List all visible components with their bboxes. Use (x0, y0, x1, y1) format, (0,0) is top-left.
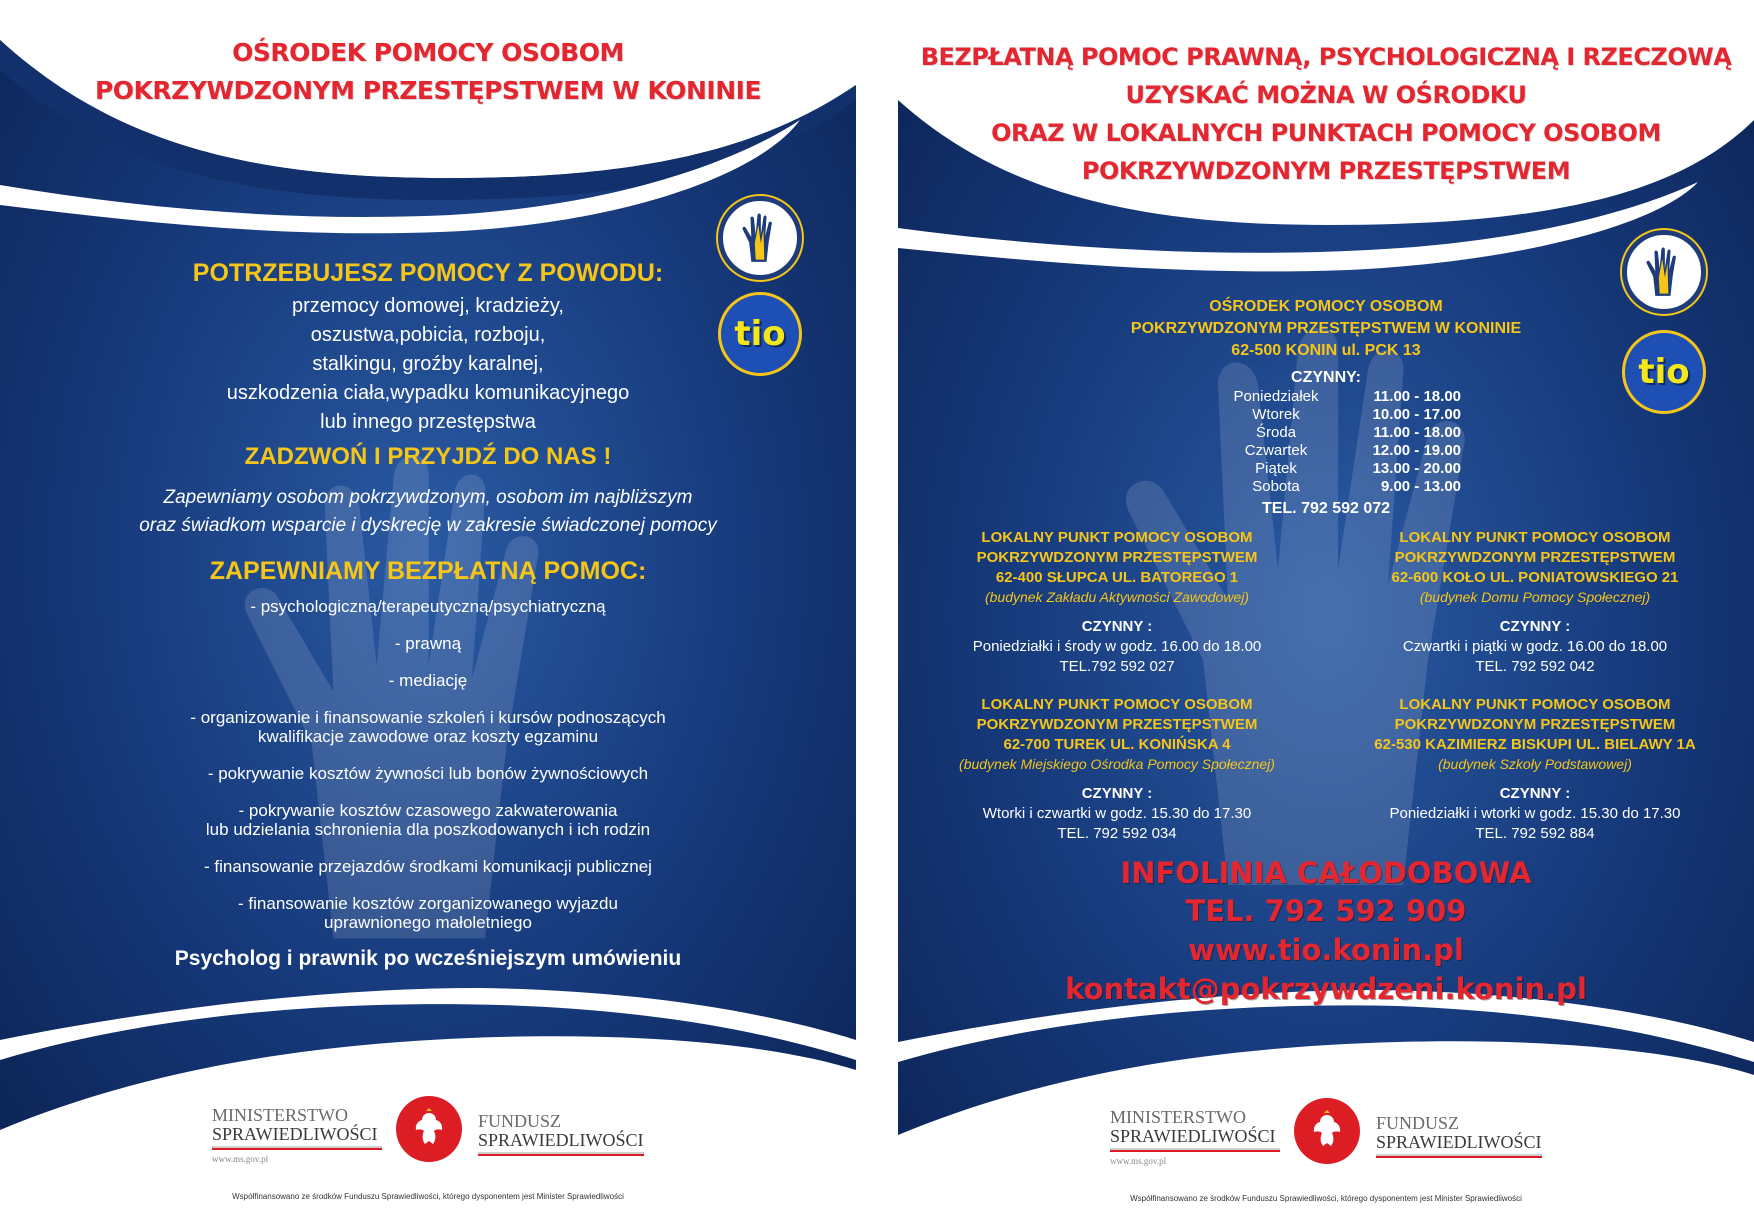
appointment-note: Psycholog i prawnik po wcześniejszym umówieniu (174, 947, 682, 970)
office-phone: TEL. 792 592 072 (1261, 500, 1391, 517)
reason-item: stalkingu, groźby karalnej, (312, 353, 544, 375)
office-hours-heading: CZYNNY: (1291, 369, 1361, 386)
right-header-line3: ORAZ W LOKALNYCH PUNKTACH POMOCY OSOBOM (991, 119, 1661, 147)
footer-logos-left (0, 1090, 856, 1180)
hotline-heading: INFOLINIA CAŁODOBOWA (1120, 856, 1532, 890)
eagle-icon (1294, 1098, 1360, 1164)
flag-bar (1376, 1154, 1542, 1158)
office-address: 62-500 KONIN ul. PCK 13 (1231, 342, 1421, 359)
reason-item: oszustwa,pobicia, rozboju, (310, 324, 546, 346)
local-point-turek: LOKALNY PUNKT POMOCY OSOBOM POKRZYWDZONYM PRZESTĘPSTWEM 62-700 TUREK UL. KONIŃSKA 4 (budynek Miejskiego Ośrodka Pomocy Społecznej) CZYNNY : Wtorki i czwartki w godz. 15.30 do 17.30 TEL. 792 592 034 (959, 696, 1275, 842)
flag-bar (478, 1152, 644, 1156)
need-help-heading: POTRZEBUJESZ POMOCY Z POWODU: (192, 259, 664, 287)
contact-block (898, 854, 1754, 1008)
hours-row: Poniedziałek 11.00 - 18.00 (1233, 388, 1461, 405)
local-point-slupca: LOKALNY PUNKT POMOCY OSOBOM POKRZYWDZONYM PRZESTĘPSTWEM 62-400 SŁUPCA UL. BATOREGO 1 (budynek Zakładu Aktywności Zawodowej) CZYNNY : Poniedziałki i środy w godz. 16.00 do 18.00 TEL.792 592 027 (972, 529, 1262, 675)
tio-logo: tio (734, 314, 786, 354)
eagle-glyph (407, 1107, 451, 1151)
free-help-heading: ZAPEWNIAMY BEZPŁATNĄ POMOC: (209, 557, 647, 585)
office-hours-table (898, 388, 1754, 496)
help-item: - psychologiczną/terapeutyczną/psychiatryczną (250, 597, 606, 616)
right-header (898, 38, 1754, 190)
ministry-url: www.ms.gov.pl (212, 1154, 269, 1164)
main-office-block (898, 296, 1754, 520)
website-link[interactable]: www.tio.konin.pl (1188, 933, 1464, 967)
flag-bar (212, 1146, 382, 1150)
local-point-kolo: LOKALNY PUNKT POMOCY OSOBOM POKRZYWDZONYM PRZESTĘPSTWEM 62-600 KOŁO UL. PONIATOWSKIEGO 21 (budynek Domu Pomocy Społecznej) CZYNNY : Czwartki i piątki w godz. 16.00 do 18.00 TEL. 792 592 042 (1391, 529, 1679, 675)
hotline-phone[interactable]: TEL. 792 592 909 (1185, 894, 1467, 928)
left-header-line1: OŚRODEK POMOCY OSOBOM (232, 38, 624, 67)
tio-logo: tio (1638, 352, 1690, 392)
local-point-kazimierz: LOKALNY PUNKT POMOCY OSOBOM POKRZYWDZONYM PRZESTĘPSTWEM 62-530 KAZIMIERZ BISKUPI UL. BIELAWY 1A (budynek Szkoły Podstawowej) CZYNNY : Poniedziałki i wtorki w godz. 15.30 do 17.30 TEL. 792 592 884 (1374, 696, 1696, 842)
ministry-logo-text: MINISTERSTWO SPRAWIEDLIWOŚCI (212, 1105, 378, 1144)
right-header-line1: BEZPŁATNĄ POMOC PRAWNĄ, PSYCHOLOGICZNĄ I RZECZOWĄ (920, 43, 1732, 71)
hours-row: Środa 11.00 - 18.00 (1255, 424, 1461, 441)
right-header-line4: POKRZYWDZONYM PRZESTĘPSTWEM (1081, 157, 1571, 185)
reason-item: lub innego przestępstwa (320, 411, 536, 433)
right-header-line2: UZYSKAĆ MOŻNA W OŚRODKU (1125, 81, 1527, 109)
help-item: - pokrywanie kosztów czasowego zakwaterowania lub udzielania schronienia dla poszkodowanych i ich rodzin (205, 801, 651, 839)
help-items-list (0, 597, 856, 932)
reasons-list (0, 292, 856, 437)
reason-item: przemocy domowej, kradzieży, (292, 295, 564, 317)
hours-row: Sobota 9.00 - 13.00 (1252, 478, 1461, 495)
office-name-line2: POKRZYWDZONYM PRZESTĘPSTWEM W KONINIE (1130, 320, 1522, 337)
help-item: - finansowanie przejazdów środkami komunikacji publicznej (204, 857, 652, 876)
footer-logos-right (898, 1092, 1754, 1182)
left-content (0, 256, 856, 974)
assurance-text (0, 484, 856, 540)
hours-row: Wtorek 10.00 - 17.00 (1252, 406, 1461, 423)
hours-row: Piątek 13.00 - 20.00 (1255, 460, 1461, 477)
eagle-icon (396, 1096, 462, 1162)
poster-page-right (898, 0, 1754, 1229)
cofinanced-note: Współfinansowano ze środków Funduszu Sprawiedliwości, którego dysponentem jest Minister Sprawiedliwości (232, 1192, 624, 1201)
help-item: - prawną (394, 634, 462, 653)
help-item: - finansowanie kosztów zorganizowanego wyjazdu uprawnionego małoletniego (238, 894, 618, 932)
assurance-line: Zapewniamy osobom pokrzywdzonym, osobom im najbliższym (163, 487, 693, 508)
ministry-logo-text: MINISTERSTWO SPRAWIEDLIWOŚCI (1110, 1107, 1276, 1146)
left-header (0, 34, 856, 110)
assurance-line: oraz świadkom wsparcie i dyskrecję w zakresie świadczonej pomocy (139, 515, 717, 536)
hand-icon (1641, 246, 1687, 298)
help-item: - pokrywanie kosztów żywności lub bonów żywnościowych (207, 764, 649, 783)
help-item: - organizowanie i finansowanie szkoleń i kursów podnoszących kwalifikacje zawodowe oraz koszty egzaminu (190, 708, 666, 746)
cofinanced-note: Współfinansowano ze środków Funduszu Sprawiedliwości, którego dysponentem jest Minister Sprawiedliwości (1130, 1194, 1522, 1203)
call-us-text: ZADZWOŃ I PRZYJDŹ DO NAS ! (244, 443, 612, 470)
reason-item: uszkodzenia ciała,wypadku komunikacyjnego (226, 382, 630, 404)
help-item: - mediację (388, 671, 468, 690)
fund-logo-text: FUNDUSZ SPRAWIEDLIWOŚCI (478, 1111, 644, 1150)
left-header-line2: POKRZYWDZONYM PRZESTĘPSTWEM W KONINIE (94, 76, 762, 105)
fund-logo-text: FUNDUSZ SPRAWIEDLIWOŚCI (1376, 1113, 1542, 1152)
poster-page-left (0, 0, 856, 1229)
eagle-glyph (1305, 1109, 1349, 1153)
ministry-url: www.ms.gov.pl (1110, 1156, 1167, 1166)
email-link[interactable]: kontakt@pokrzywdzeni.konin.pl (1065, 972, 1587, 1006)
flag-bar (1110, 1148, 1280, 1152)
office-name-line1: OŚRODEK POMOCY OSOBOM (1209, 298, 1443, 315)
hours-row: Czwartek 12.00 - 19.00 (1244, 442, 1461, 459)
